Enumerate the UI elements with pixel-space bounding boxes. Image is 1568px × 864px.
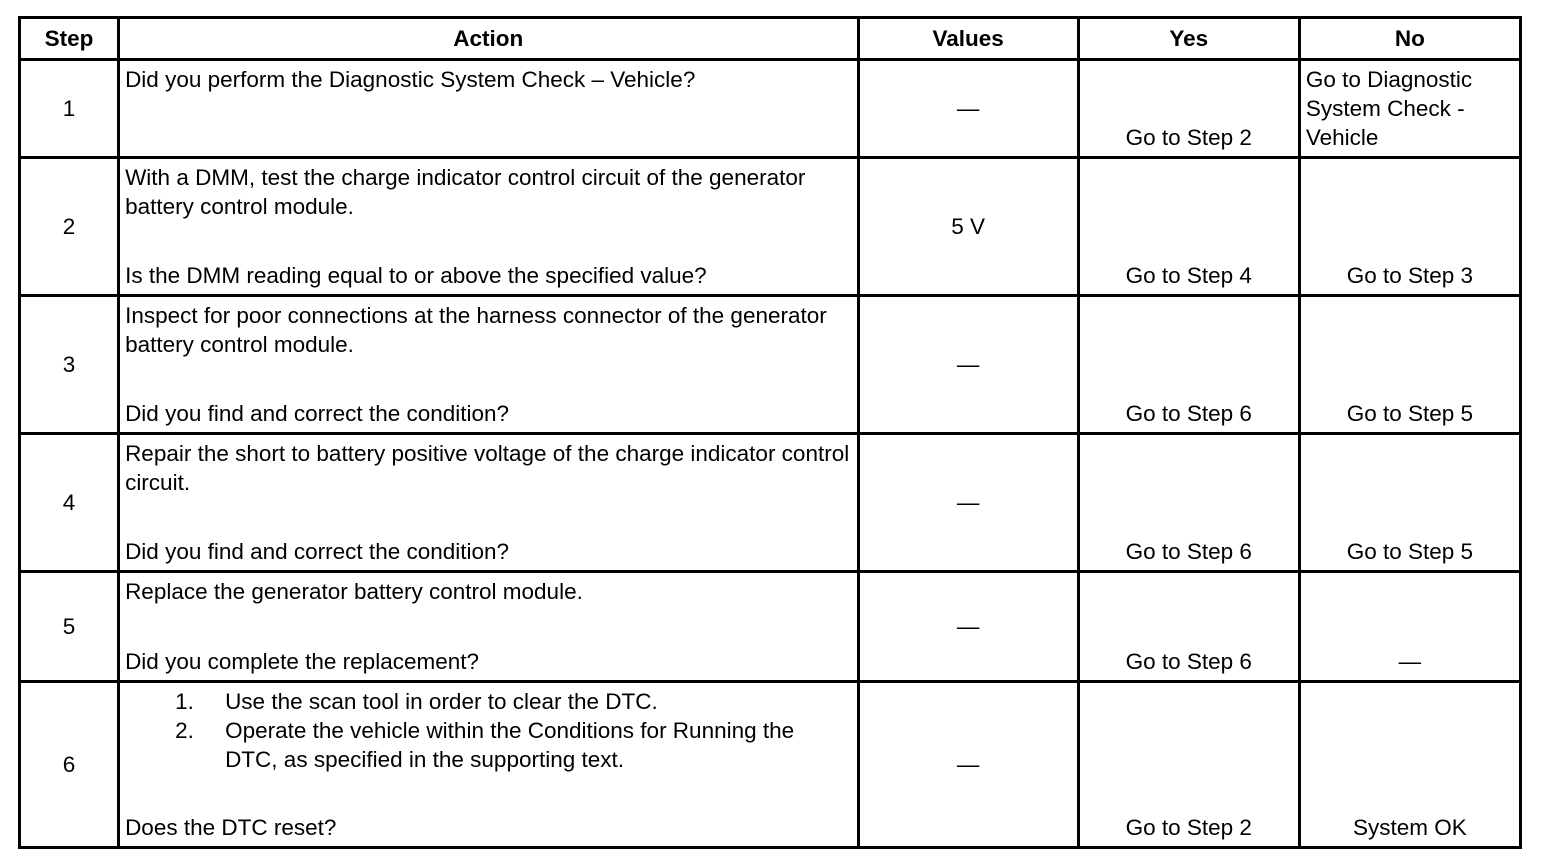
list-item-text: Operate the vehicle within the Conditions for Running the DTC, as specified in the supporting text. [225, 718, 795, 772]
yes-cell [1078, 434, 1299, 572]
yes-cell [1078, 158, 1299, 296]
action-instruction: With a DMM, test the charge indicator control circuit of the generator battery control module. [125, 165, 806, 219]
action-cell [119, 572, 858, 682]
no-result: System OK [1353, 815, 1467, 840]
header-yes: Yes [1078, 18, 1299, 60]
no-result: Go to Step 5 [1346, 401, 1474, 426]
action-instruction: Replace the generator battery control module. [125, 579, 583, 604]
list-item-number: 2. [175, 718, 194, 743]
table-row [20, 158, 1521, 296]
header-action: Action [119, 18, 858, 60]
no-result: — [1398, 649, 1422, 674]
table-row [20, 296, 1521, 434]
value-cell: — [858, 296, 1078, 434]
yes-cell [1078, 572, 1299, 682]
diagnostic-table [18, 16, 1522, 849]
value-cell: 5 V [858, 158, 1078, 296]
action-cell [119, 158, 858, 296]
action-cell [119, 296, 858, 434]
step-number: 4 [20, 434, 119, 572]
step-number: 2 [20, 158, 119, 296]
yes-result: Go to Step 6 [1125, 401, 1252, 426]
no-cell [1299, 60, 1520, 158]
yes-result: Go to Step 2 [1125, 125, 1252, 150]
value-cell: — [858, 434, 1078, 572]
yes-result: Go to Step 6 [1125, 539, 1252, 564]
action-question: Is the DMM reading equal to or above the specified value? [125, 263, 707, 288]
action-cell [119, 434, 858, 572]
yes-cell [1078, 682, 1299, 848]
no-cell [1299, 296, 1520, 434]
yes-cell [1078, 296, 1299, 434]
yes-result: Go to Step 6 [1125, 649, 1252, 674]
action-cell [119, 60, 858, 158]
action-question: Did you find and correct the condition? [125, 401, 510, 426]
action-question: Does the DTC reset? [125, 815, 337, 840]
value-cell: — [858, 682, 1078, 848]
list-item-number: 1. [175, 689, 194, 714]
action-instruction: Repair the short to battery positive voltage of the charge indicator control circuit. [125, 441, 850, 495]
no-cell [1299, 158, 1520, 296]
table-row [20, 572, 1521, 682]
value-cell: — [858, 60, 1078, 158]
no-result: Go to Step 5 [1346, 539, 1474, 564]
no-cell [1299, 682, 1520, 848]
list-item [125, 716, 852, 774]
step-number: 5 [20, 572, 119, 682]
list-item [125, 687, 852, 716]
no-cell [1299, 572, 1520, 682]
action-cell [119, 682, 858, 848]
step-number: 1 [20, 60, 119, 158]
no-cell [1299, 434, 1520, 572]
header-values: Values [858, 18, 1078, 60]
value-cell: — [858, 572, 1078, 682]
step-number: 6 [20, 682, 119, 848]
action-instruction: Did you perform the Diagnostic System Check – Vehicle? [125, 67, 696, 92]
list-item-text: Use the scan tool in order to clear the DTC. [225, 689, 658, 714]
header-row [20, 18, 1521, 60]
yes-result: Go to Step 2 [1125, 815, 1252, 840]
step-number: 3 [20, 296, 119, 434]
header-step: Step [20, 18, 119, 60]
action-question: Did you complete the replacement? [125, 649, 480, 674]
table-row [20, 434, 1521, 572]
no-result: Go to Step 3 [1346, 263, 1474, 288]
no-result: Go to Diagnostic System Check - Vehicle [1305, 67, 1473, 150]
header-no: No [1299, 18, 1520, 60]
action-procedure [125, 687, 852, 774]
yes-cell [1078, 60, 1299, 158]
table-row [20, 682, 1521, 848]
yes-result: Go to Step 4 [1125, 263, 1252, 288]
action-question: Did you find and correct the condition? [125, 539, 510, 564]
action-instruction: Inspect for poor connections at the harness connector of the generator battery control module. [125, 303, 827, 357]
table-row [20, 60, 1521, 158]
procedure-list [125, 687, 852, 774]
